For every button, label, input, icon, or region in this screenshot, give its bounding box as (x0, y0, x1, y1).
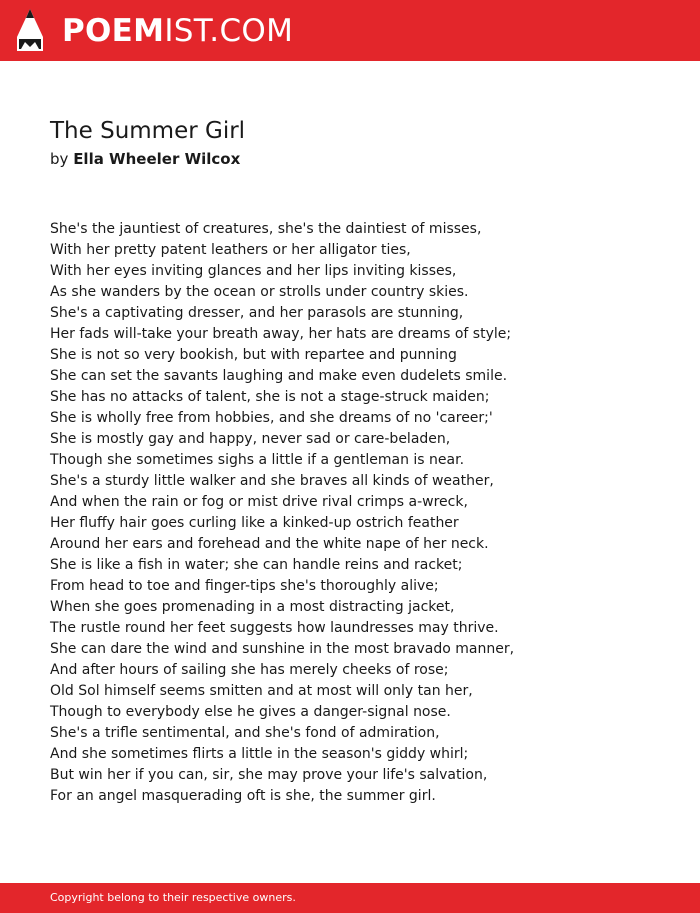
poem-line: And when the rain or fog or mist drive rival crimps a-wreck, (50, 494, 468, 510)
poem-line: And she sometimes flirts a little in the season's giddy whirl; (50, 746, 469, 762)
poem-line: The rustle round her feet suggests how laundresses may thrive. (50, 620, 499, 636)
poem-line: With her eyes inviting glances and her lips inviting kisses, (50, 263, 457, 279)
poem-line: And after hours of sailing she has merely cheeks of rose; (50, 662, 449, 678)
poem-line: She is wholly free from hobbies, and she dreams of no 'career;' (50, 410, 493, 426)
byline-prefix: by (50, 150, 69, 168)
poem-line: But win her if you can, sir, she may prove your life's salvation, (50, 767, 488, 783)
poem-line: She is like a fish in water; she can handle reins and racket; (50, 557, 463, 573)
author-name: Ella Wheeler Wilcox (73, 150, 241, 168)
logo-light-text: IST.COM (164, 13, 294, 49)
site-logo[interactable] (62, 12, 293, 50)
poem-line: Though to everybody else he gives a danger-signal nose. (50, 704, 451, 720)
poem-line: She has no attacks of talent, she is not a stage-struck maiden; (50, 389, 490, 405)
poem-line: From head to toe and finger-tips she's thoroughly alive; (50, 578, 439, 594)
poem-line: Though she sometimes sighs a little if a gentleman is near. (50, 452, 465, 468)
site-header (0, 0, 700, 61)
poem-line: Old Sol himself seems smitten and at most will only tan her, (50, 683, 473, 699)
poem-line: She's a trifle sentimental, and she's fond of admiration, (50, 725, 440, 741)
poem-line: She is mostly gay and happy, never sad or care-beladen, (50, 431, 451, 447)
logo-bold-text: POEM (62, 13, 165, 49)
pencil-icon[interactable] (17, 9, 43, 51)
poem-line: She can dare the wind and sunshine in the most bravado manner, (50, 641, 515, 657)
site-footer (0, 883, 700, 913)
poem-line: Her fads will-take your breath away, her hats are dreams of style; (50, 326, 512, 342)
poem-line: Her fluffy hair goes curling like a kinked-up ostrich feather (50, 515, 459, 531)
poem-line: She's a captivating dresser, and her parasols are stunning, (50, 305, 464, 321)
poem-line: Around her ears and forehead and the white nape of her neck. (50, 536, 489, 552)
poem-line: She is not so very bookish, but with repartee and punning (50, 347, 457, 363)
poem-line: With her pretty patent leathers or her alligator ties, (50, 242, 411, 258)
poem-line: She's a sturdy little walker and she braves all kinds of weather, (50, 473, 494, 489)
poem-line: For an angel masquerading oft is she, the summer girl. (50, 788, 436, 804)
copyright-text: Copyright belong to their respective owners. (50, 891, 296, 904)
poem-line: When she goes promenading in a most distracting jacket, (50, 599, 455, 615)
poem-line: As she wanders by the ocean or strolls under country skies. (50, 284, 469, 300)
poem-body (50, 219, 670, 807)
poem-line: She's the jauntiest of creatures, she's the daintiest of misses, (50, 221, 482, 237)
poem-title: The Summer Girl (50, 118, 246, 144)
byline (50, 148, 240, 170)
poem-line: She can set the savants laughing and make even dudelets smile. (50, 368, 508, 384)
